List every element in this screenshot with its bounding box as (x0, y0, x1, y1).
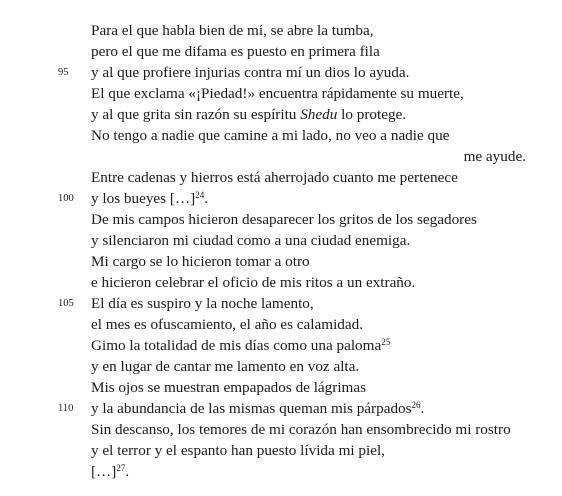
shedu-italic: Shedu (300, 106, 338, 123)
poem-line-20: y el terror y el espanto han puesto lívida mi piel, (91, 442, 385, 459)
line-number-110: 110 (58, 403, 74, 414)
poem-line-5 (91, 105, 406, 125)
footnote-ref-27: 27 (116, 463, 126, 473)
poem-line-6: No tengo a nadie que camine a mi lado, no veo a nadie que (91, 127, 450, 144)
line-number-105: 105 (58, 298, 74, 309)
poem-line-14: el mes es ofuscamiento, el año es calamidad. (91, 316, 364, 333)
line-number-100: 100 (58, 193, 74, 204)
poem-line-2: pero el que me difama es puesto en primera fila (91, 43, 380, 60)
poem-line-8 (91, 189, 208, 209)
poem-line-15 (91, 336, 390, 356)
poem-line-11: Mi cargo se lo hicieron tomar a otro (91, 253, 310, 270)
poem-line-9: De mis campos hicieron desaparecer los gritos de los segadores (91, 211, 477, 228)
footnote-ref-25: 25 (381, 337, 391, 347)
poem-line-17: Mis ojos se muestran empapados de lágrimas (91, 379, 367, 396)
poem-line-18-pre: y la abundancia de las mismas queman mis párpados (91, 400, 412, 417)
poem-line-10: y silenciaron mi ciudad como a una ciudad enemiga. (91, 232, 411, 249)
poem-line-8-pre: y los bueyes […] (91, 190, 196, 207)
poem-line-6-continuation: me ayude. (463, 148, 526, 165)
poem-line-18-post: . (420, 400, 425, 417)
poem-line-16: y en lugar de cantar me lamento en voz alta. (91, 358, 360, 375)
poem-line-4: El que exclama «¡Piedad!» encuentra rápidamente su muerte, (91, 85, 464, 102)
poem-line-5-pre: y al que grita sin razón su espíritu (91, 106, 301, 123)
poem-line-5-post: lo protege. (337, 106, 407, 123)
poem-line-15-pre: Gimo la totalidad de mis días como una paloma (91, 337, 382, 354)
footnote-ref-24: 24 (195, 190, 205, 200)
poem-line-21-post: . (125, 463, 130, 480)
line-number-95: 95 (58, 67, 69, 78)
poem-line-21 (91, 462, 129, 482)
poem-line-1: Para el que habla bien de mí, se abre la tumba, (91, 22, 374, 39)
footnote-ref-26: 26 (411, 400, 421, 410)
poem-line-13: El día es suspiro y la noche lamento, (91, 295, 314, 312)
poem-line-12: e hicieron celebrar el oficio de mis ritos a un extraño. (91, 274, 416, 291)
poem-line-3: y al que profiere injurias contra mí un dios lo ayuda. (91, 64, 410, 81)
poem-line-8-post: . (204, 190, 208, 207)
poem-line-19: Sin descanso, los temores de mi corazón han ensombrecido mi rostro (91, 421, 511, 438)
poem-line-18 (91, 399, 424, 419)
poem-line-21-pre: […] (91, 463, 117, 480)
poem-line-7: Entre cadenas y hierros está aherrojado cuanto me pertenece (91, 169, 458, 186)
